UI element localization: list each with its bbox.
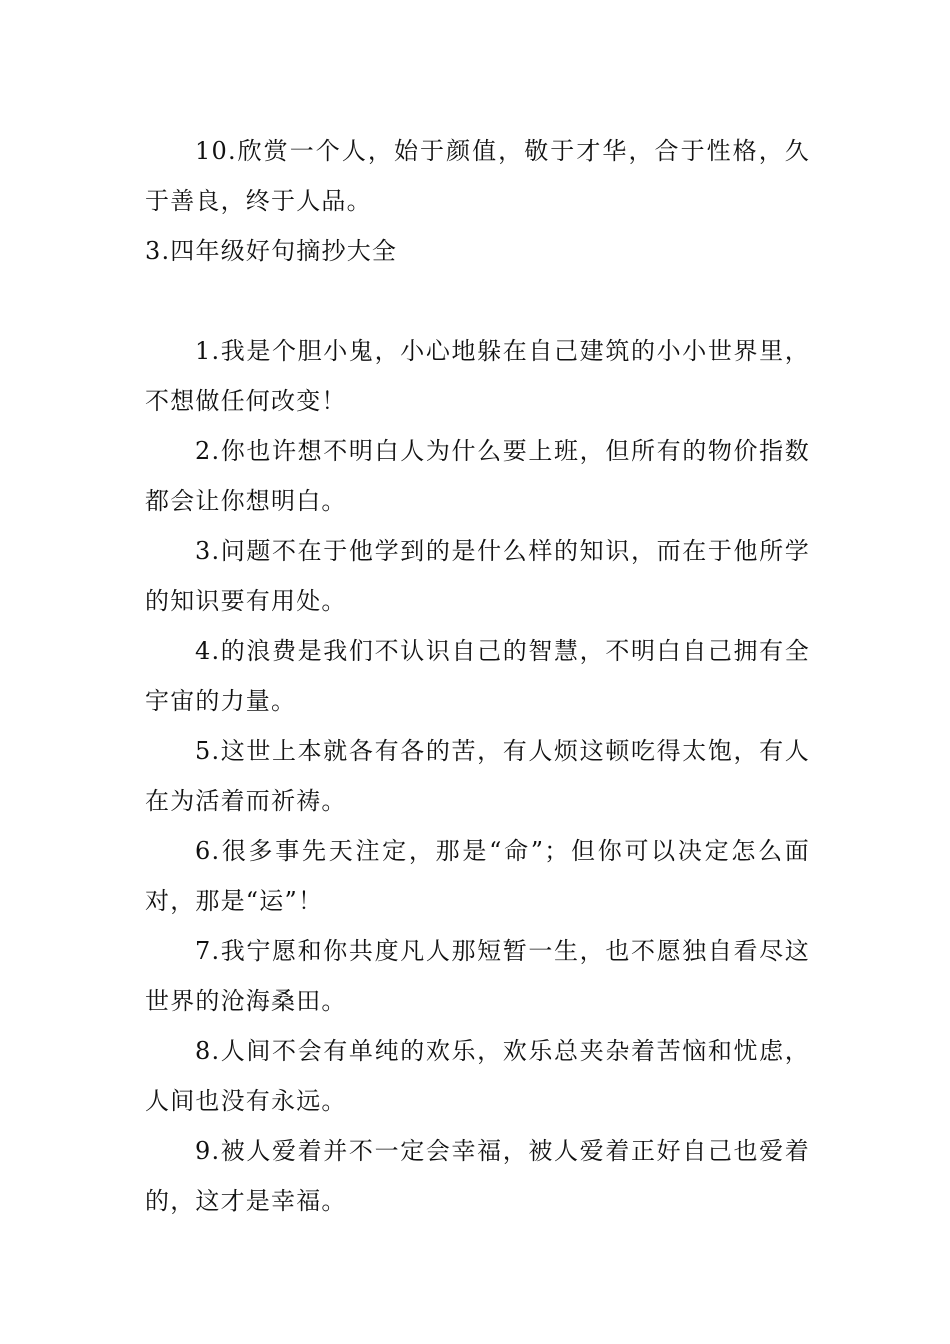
paragraph-item-5: 5.这世上本就各有各的苦，有人烦这顿吃得太饱，有人在为活着而祈祷。 <box>145 737 810 815</box>
paragraph-item-8: 8.人间不会有单纯的欢乐，欢乐总夹杂着苦恼和忧虑，人间也没有永远。 <box>145 1037 810 1115</box>
paragraph-item-10: 10.欣赏一个人，始于颜值，敬于才华，合于性格，久于善良，终于人品。 <box>145 137 810 215</box>
blank-line <box>145 276 810 326</box>
paragraph-item-3: 3.问题不在于他学到的是什么样的知识，而在于他所学的知识要有用处。 <box>145 537 810 615</box>
paragraph-item-9: 9.被人爱着并不一定会幸福，被人爱着正好自己也爱着的，这才是幸福。 <box>145 1137 810 1215</box>
section-heading: 3.四年级好句摘抄大全 <box>145 237 398 265</box>
paragraph-item-2: 2.你也许想不明白人为什么要上班，但所有的物价指数都会让你想明白。 <box>145 437 810 515</box>
paragraph-item-1: 1.我是个胆小鬼，小心地躲在自己建筑的小小世界里，不想做任何改变！ <box>145 337 810 415</box>
paragraph-item-7: 7.我宁愿和你共度凡人那短暂一生，也不愿独自看尽这世界的沧海桑田。 <box>145 937 810 1015</box>
document-body <box>145 126 810 1226</box>
paragraph-item-4: 4.的浪费是我们不认识自己的智慧，不明白自己拥有全宇宙的力量。 <box>145 637 810 715</box>
paragraph-item-6: 6.很多事先天注定，那是“命”；但你可以决定怎么面对，那是“运”！ <box>145 837 810 915</box>
